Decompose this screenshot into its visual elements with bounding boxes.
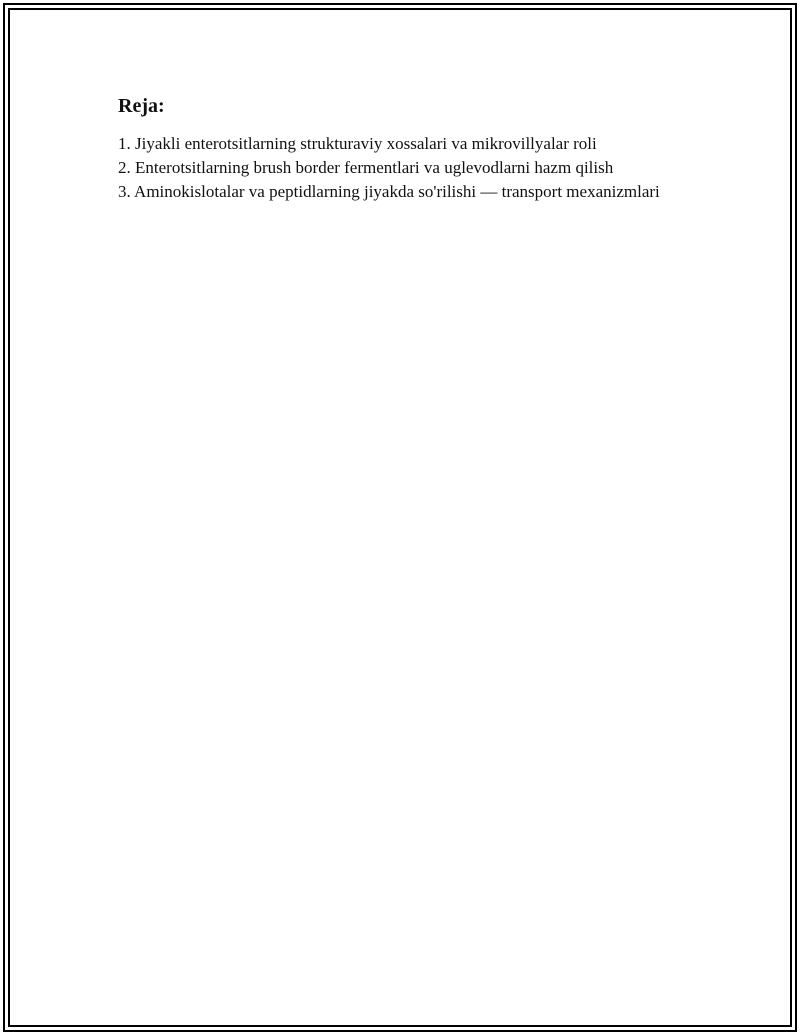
plan-heading: Reja: — [118, 95, 165, 117]
plan-list — [118, 132, 678, 204]
page-content — [118, 94, 678, 204]
plan-item-1: 1. Jiyakli enterotsitlarning strukturaviy xossalari va mikrovillyalar roli — [118, 134, 597, 153]
plan-item-2: 2. Enterotsitlarning brush border fermentlari va uglevodlarni hazm qilish — [118, 158, 614, 177]
plan-item-3: 3. Aminokislotalar va peptidlarning jiyakda so'rilishi — transport mexanizmlari — [118, 182, 660, 201]
